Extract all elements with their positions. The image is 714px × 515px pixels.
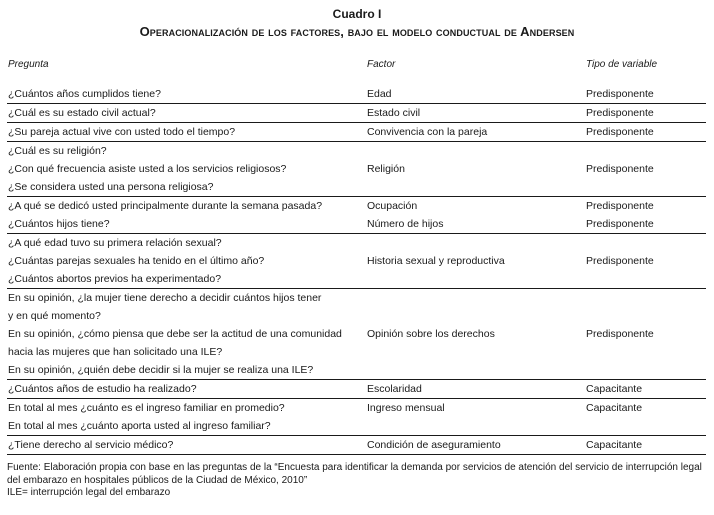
source-note: Fuente: Elaboración propia con base en las preguntas de la “Encuesta para identificar la demanda por servicios de atención del servicio de interrupción legal del embarazo en hospitales públicos de la Ciudad de México, 2010” <box>7 462 702 486</box>
factor-cell: Ocupación <box>367 200 418 212</box>
question-text: En su opinión, ¿cómo piensa que debe ser la actitud de una comunidad <box>8 328 342 340</box>
abbreviation-note: ILE= interrupción legal del embarazo <box>7 487 171 498</box>
factor-cell: Número de hijos <box>367 218 444 230</box>
table-header <box>7 55 706 73</box>
question-text: ¿Cuántas parejas sexuales ha tenido en el último año? <box>8 255 265 267</box>
factor-cell: Ingreso mensual <box>367 402 445 414</box>
question-cell <box>7 197 367 215</box>
factor-cell: Historia sexual y reproductiva <box>367 255 505 267</box>
question-text: ¿Se considera usted una persona religiosa? <box>8 181 214 193</box>
variable-type-cell: Predisponente <box>586 200 654 212</box>
question-cell <box>7 436 367 454</box>
question-text: ¿Tiene derecho al servicio médico? <box>8 439 174 451</box>
variable-type-cell: Predisponente <box>586 218 654 230</box>
factor-cell: Condición de aseguramiento <box>367 439 501 451</box>
question-cell <box>7 215 367 233</box>
variable-type-cell: Predisponente <box>586 107 654 119</box>
question-cell <box>7 289 367 379</box>
question-text: ¿Cuántos hijos tiene? <box>8 218 110 230</box>
factor-cell: Escolaridad <box>367 383 422 395</box>
factor-cell: Estado civil <box>367 107 421 119</box>
factor-cell: Religión <box>367 163 405 175</box>
operationalization-table <box>7 55 706 455</box>
table-row <box>7 85 706 104</box>
table-caption: Cuadro I <box>332 7 382 21</box>
question-text: ¿Cuántos años cumplidos tiene? <box>8 88 161 100</box>
question-text: En su opinión, ¿quién debe decidir si la mujer se realiza una ILE? <box>8 364 314 376</box>
variable-type-cell: Predisponente <box>586 255 654 267</box>
question-cell <box>7 142 367 196</box>
header-factor: Factor <box>367 58 396 70</box>
variable-type-cell: Capacitante <box>586 439 643 451</box>
factor-cell: Convivencia con la pareja <box>367 126 488 138</box>
table-row <box>7 436 706 455</box>
question-cell <box>7 234 367 288</box>
question-cell <box>7 85 367 103</box>
table-footer <box>7 462 707 500</box>
table-row <box>7 123 706 142</box>
question-text: ¿Cuál es su estado civil actual? <box>8 107 156 119</box>
question-text: y en qué momento? <box>8 310 101 322</box>
table-row <box>7 289 706 380</box>
table-row <box>7 399 706 436</box>
question-text: ¿A qué edad tuvo su primera relación sexual? <box>8 237 222 249</box>
question-text: ¿Cuántos años de estudio ha realizado? <box>8 383 197 395</box>
variable-type-cell: Capacitante <box>586 383 643 395</box>
variable-type-cell: Predisponente <box>586 328 654 340</box>
table-row <box>7 104 706 123</box>
factor-cell: Edad <box>367 88 392 100</box>
question-cell <box>7 123 367 141</box>
question-text: ¿Cuántos abortos previos ha experimentado? <box>8 273 222 285</box>
question-text: hacia las mujeres que han solicitado una ILE? <box>8 346 223 358</box>
variable-type-cell: Predisponente <box>586 126 654 138</box>
table-row <box>7 197 706 215</box>
variable-type-cell: Predisponente <box>586 88 654 100</box>
table-row <box>7 142 706 197</box>
header-tipo: Tipo de variable <box>586 58 658 70</box>
question-cell <box>7 380 367 398</box>
table-row <box>7 234 706 289</box>
question-text: ¿Con qué frecuencia asiste usted a los servicios religiosos? <box>8 163 287 175</box>
question-cell <box>7 104 367 122</box>
question-cell <box>7 399 367 435</box>
table-row <box>7 215 706 234</box>
header-spacer <box>7 73 706 85</box>
question-text: En total al mes ¿cuánto aporta usted al ingreso familiar? <box>8 420 271 432</box>
header-pregunta: Pregunta <box>8 58 49 70</box>
question-text: ¿A qué se dedicó usted principalmente durante la semana pasada? <box>8 200 323 212</box>
question-text: En su opinión, ¿la mujer tiene derecho a decidir cuántos hijos tener <box>8 292 322 304</box>
table-row <box>7 380 706 399</box>
variable-type-cell: Predisponente <box>586 163 654 175</box>
table-title: Operacionalización de los factores, bajo el modelo conductual de Andersen <box>139 24 575 39</box>
table-body <box>7 85 706 455</box>
factor-cell: Opinión sobre los derechos <box>367 328 495 340</box>
question-text: ¿Cuál es su religión? <box>8 145 107 157</box>
question-text: En total al mes ¿cuánto es el ingreso familiar en promedio? <box>8 402 285 414</box>
variable-type-cell: Capacitante <box>586 402 643 414</box>
question-text: ¿Su pareja actual vive con usted todo el tiempo? <box>8 126 236 138</box>
